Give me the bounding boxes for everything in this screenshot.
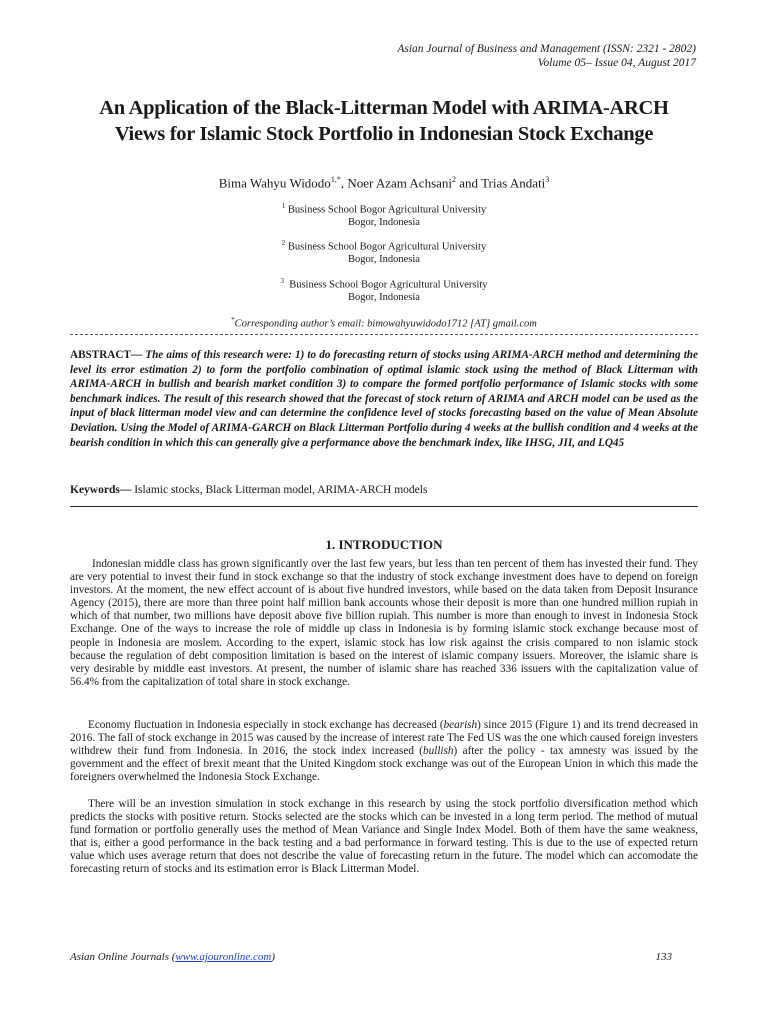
affiliation-3: [60, 275, 708, 305]
header-divider: [70, 334, 698, 335]
affiliation-3-number: 3: [280, 277, 284, 285]
corresponding-mark: *: [231, 316, 235, 324]
footer-suffix: ): [271, 951, 276, 963]
journal-name: Asian Journal of Business and Management (ISSN: 2321 - 2802): [397, 43, 696, 55]
corresponding-author: [60, 314, 708, 331]
footer-journal: [70, 950, 275, 964]
intro-paragraph-2-part-c: ) after the policy - tax amnesty was issued by the government and the effect of brexit meant that the United Kingdom stock exchange was out of the European Union in which this made the foreigners overwhelmed the Indonesia Stock Exchange.: [70, 745, 699, 784]
journal-header: [397, 42, 696, 70]
affiliation-2-number: 2: [281, 239, 286, 247]
affiliation-1-number: 1: [281, 202, 286, 210]
page-number: 133: [655, 951, 672, 963]
title-line-2: Views for Islamic Stock Portfolio in Indonesian Stock Exchange: [114, 123, 654, 145]
corresponding-email-text: Corresponding author’s email: bimowahyuwidodo1712 [AT] gmail.com: [234, 318, 537, 330]
intro-paragraph-3: There will be an investion simulation in stock exchange in this research by using the stock portfolio diversification method which predicts the stocks with positive return. Stocks selected are the stocks which can be invested in a long term period. The method of mutual fund formation or portfolio generally uses the method of Mean Variance and Single Index Model. Both of them have the same weakness, that is, either a good performance in the back testing and a bad performance in forward testing. This is due to the use of expected return value which uses average return that does not describe the value of forecasting return in the future. The model which can accomodate the forecasting return of stocks and its estimation error is Black Litterman Model.: [70, 798, 698, 876]
author-3: Trias Andati: [481, 175, 546, 191]
section-heading-introduction: 1. INTRODUCTION: [325, 537, 443, 552]
keywords: [70, 483, 698, 497]
intro-paragraph-2: [70, 719, 698, 784]
author-3-affil-mark: 3: [545, 175, 550, 184]
affiliation-3-location: Bogor, Indonesia: [348, 292, 420, 303]
affiliation-2-location: Bogor, Indonesia: [348, 254, 420, 265]
keywords-text: Islamic stocks, Black Litterman model, ARIMA-ARCH models: [131, 484, 428, 496]
term-bullish: bullish: [423, 745, 454, 758]
author-1-affil-mark: 1,*: [330, 175, 341, 184]
author-1: Bima Wahyu Widodo: [218, 175, 331, 191]
abstract-label: ABSTRACT—: [70, 349, 143, 361]
intro-paragraph-1: Indonesian middle class has grown significantly over the last few years, but less than ten percent of them has invested their fund. They are very potential to invest their fund in stock exchange so that the industry of stock exchange investment does have to depend on foreign investors. At the moment, the new effect account of is about five hundred investors, while based on the data taken from Deposit Insurance Agency (2015), there are more than three point half million bank accounts whose their deposit is more than one hundred million rupiah in which of that number, two millions have deposit above five billion rupiah. This number is more than enough to invest in Indonesia Stock Exchange. One of the ways to increase the role of middle up class in Indonesia is by forming islamic stock exchange because most of people in Indonesia are moslem. According to the expert, islamic stock has low risk against the crisis compared to non islamic stock because the regulation of debt composition limitation is based on the interest of islamic company issuers. Moreover, the islamic share is very desirable by middle east investors. At present, the number of islamic share has reached 336 issuers with the capitalization value of 56.4% from the capitalization of total share in stock exchange.: [70, 558, 698, 688]
affiliation-1-location: Bogor, Indonesia: [348, 217, 420, 228]
author-separator-1: ,: [340, 175, 348, 191]
affiliation-1: [60, 200, 708, 230]
keywords-label: Keywords—: [70, 484, 132, 496]
abstract-body: The aims of this research were: 1) to do forecasting return of stocks using ARIMA-ARCH method and determining the level its error estimation 2) to form the portfolio combination of optimal islamic stock using the method of Black Litterman with ARIMA-ARCH in bullish and bearish market condition 3) to compare the formed portfolio performance of Islamic stocks with some benchmark indices. The result of this research showed that the forecast of stock return of ARIMA and ARCH model can be used as the input of black litterman model view and can determine the confidence level of stocks forecasting based on the value of Mean Absolute Deviation. Using the Model of ARIMA-GARCH on Black Litterman Portfolio during 4 weeks at the bullish condition and 4 weeks at the bearish condition in which this can generally give a performance above the benchmark index, like IHSG, JII, and LQ45: [70, 349, 698, 449]
affiliation-2: [60, 237, 708, 267]
author-2-affil-mark: 2: [452, 175, 457, 184]
term-bearish: bearish: [443, 719, 478, 731]
footer-website-link[interactable]: www.ajouronline.com: [175, 951, 272, 963]
abstract-divider: [70, 506, 698, 507]
author-2: Noer Azam Achsani: [347, 175, 453, 191]
affiliation-2-institution: Business School Bogor Agricultural University: [287, 241, 487, 253]
intro-paragraph-2-part-a: Economy fluctuation in Indonesia especially in stock exchange has decreased (: [88, 719, 444, 731]
abstract: [70, 348, 698, 450]
affiliation-1-institution: Business School Bogor Agricultural University: [287, 204, 487, 216]
journal-issue: Volume 05– Issue 04, August 2017: [537, 57, 696, 69]
footer-prefix: Asian Online Journals (: [70, 951, 176, 963]
author-list: [60, 172, 708, 191]
intro-paragraph-2-part-b: ) since 2015 (Figure 1) and its trend decreased in 2016. The fall of stock exchange in 2015 was caused by the increase of interest rate The Fed US was the one which caused foreign investers withdrew their fund from Indonesia. In 2016, the stock index increased (: [70, 719, 698, 758]
affiliation-3-institution: Business School Bogor Agricultural University: [289, 279, 488, 291]
title-line-1: An Application of the Black-Litterman Model with ARIMA-ARCH: [99, 97, 669, 119]
author-separator-2: and: [456, 175, 482, 191]
paper-title: [60, 95, 708, 147]
